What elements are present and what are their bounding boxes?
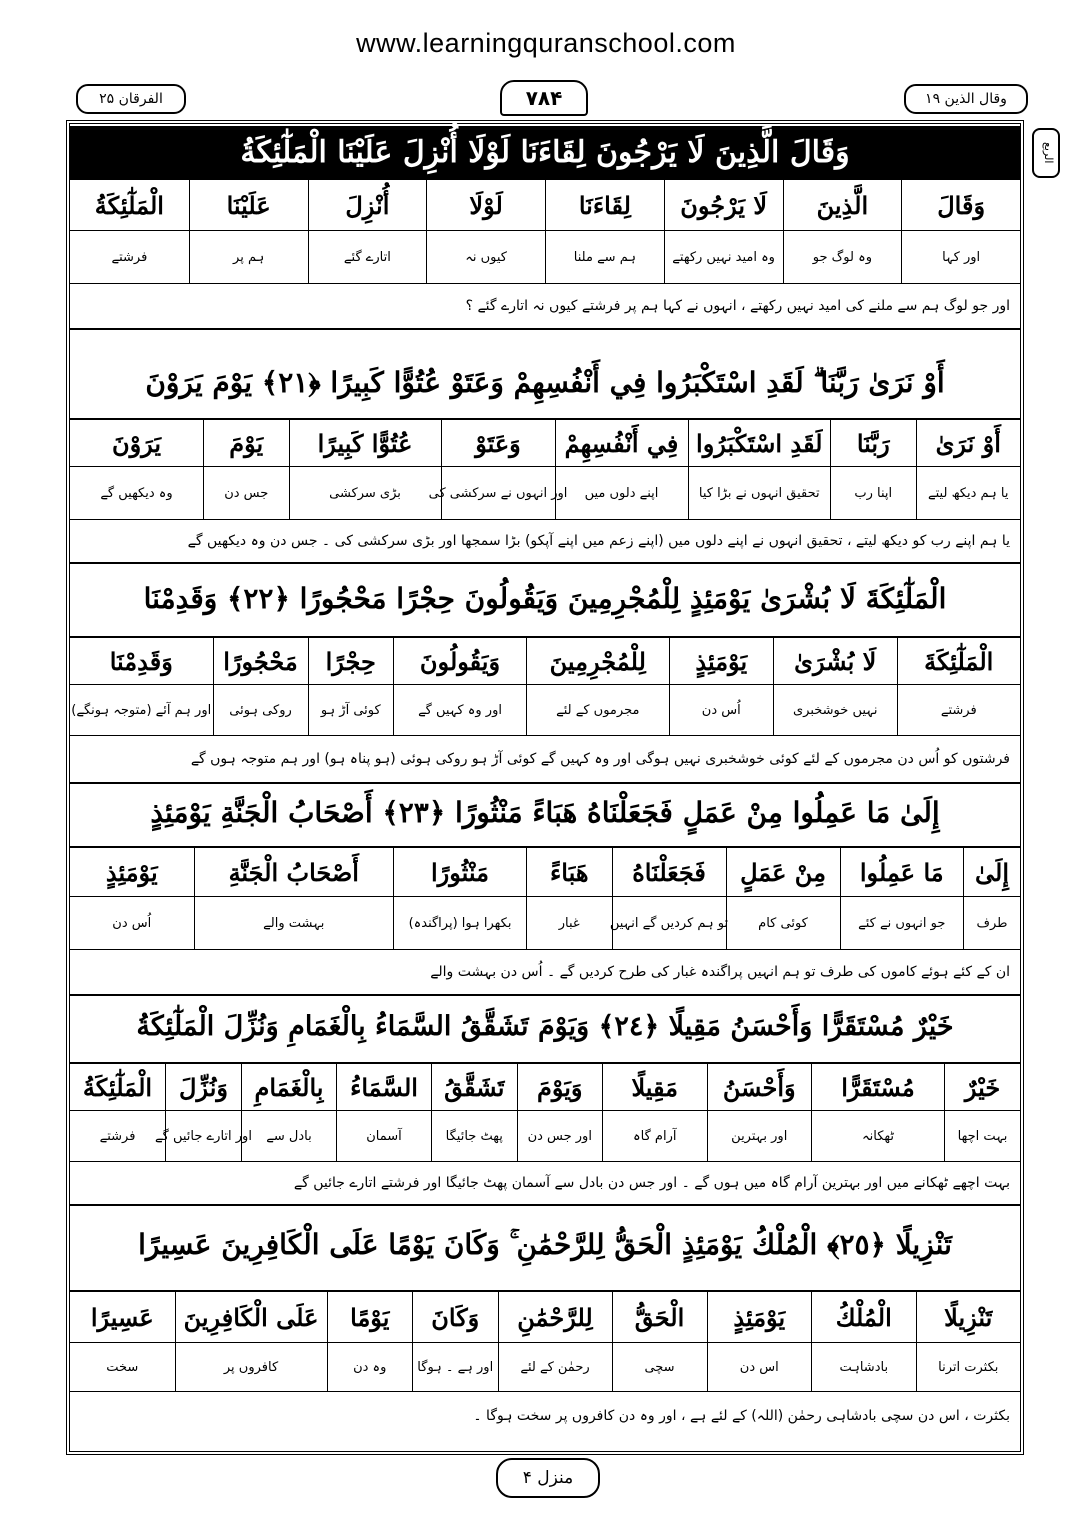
meaning-cell: بادشاہت	[811, 1343, 916, 1391]
meaning-row	[70, 685, 1020, 736]
page-number: ۷۸۴	[500, 80, 588, 116]
meaning-cell: اور ہم آئے (متوجہ ہونگے)	[71, 702, 212, 718]
verse-section-4	[70, 778, 1020, 996]
word-cell: عُتُوًّا كَبِيرًا	[289, 420, 441, 466]
meaning-cell: اور ہے ۔ ہوگا	[412, 1343, 498, 1391]
word-cell: مَا عَمِلُوا	[840, 848, 964, 896]
word-row	[70, 848, 1020, 897]
word-cell: عَلَى الْكَافِرِينَ	[175, 1292, 327, 1342]
word-cell: وَأَحْسَنُ	[707, 1064, 812, 1110]
meaning-cell: کوئی آڑ ہو	[308, 685, 394, 735]
meaning-cell: اتارے گئے	[308, 231, 427, 283]
meaning-cell: سخت	[106, 1359, 139, 1375]
meaning-cell: روکی ہوئی	[213, 685, 308, 735]
word-cell: بِالْغَمَامِ	[241, 1064, 336, 1110]
meaning-cell: کیوں نہ	[426, 231, 545, 283]
meaning-cell: فرشتے	[111, 249, 148, 265]
word-cell: الْمَلٰٓئِكَةَ	[897, 638, 1021, 684]
word-cell: إِلَىٰ	[963, 848, 1020, 896]
meaning-cell: اور کہا	[901, 231, 1020, 283]
meaning-cell: اور اتارے جائیں گے	[165, 1111, 241, 1161]
word-cell: يَوْمًا	[327, 1292, 413, 1342]
word-cell: حِجْرًا	[308, 638, 394, 684]
meaning-cell: اور وہ کہیں گے	[393, 685, 526, 735]
meaning-cell: اپنا رب	[830, 467, 916, 519]
word-cell: مَحْجُورًا	[213, 638, 308, 684]
word-cell: تَنْزِيلًا	[916, 1292, 1021, 1342]
meaning-cell: یا ہم دیکھ لیتے	[916, 467, 1021, 519]
meaning-cell: کافروں پر	[175, 1343, 327, 1391]
word-cell: وَيَوْمَ	[517, 1064, 603, 1110]
meaning-cell: وہ دیکھیں گے	[100, 485, 173, 501]
word-cell: الْحَقُّ	[612, 1292, 707, 1342]
meaning-cell: اور بہترین	[707, 1111, 812, 1161]
arabic-verse-line: تَنْزِيلًا ﴿٢٥﴾ الْمُلْكُ يَوْمَئِذٍ الْحَقُّ لِلرَّحْمَٰنِ ۚ وَكَانَ يَوْمًا عَلَى الْكَافِرِينَ عَسِيرًا	[70, 1200, 1020, 1292]
meaning-row	[70, 897, 1020, 950]
arabic-verse-line: أَوْ نَرَىٰ رَبَّنَا ۗ لَقَدِ اسْتَكْبَرُوا فِي أَنْفُسِهِمْ وَعَتَوْ عُتُوًّا كَبِيرًا ﴿٢١﴾ يَوْمَ يَرَوْنَ	[70, 348, 1020, 420]
word-cell: رَبَّنَا	[830, 420, 916, 466]
meaning-cell: بڑی سرکشی	[289, 467, 441, 519]
meaning-cell: طرف	[963, 897, 1020, 949]
word-cell: هَبَاءً	[526, 848, 612, 896]
word-cell: لِلرَّحْمَٰنِ	[498, 1292, 612, 1342]
word-cell: لَوْلَا	[426, 180, 545, 230]
word-cell: وَقَالَ	[901, 180, 1020, 230]
word-cell: وَكَانَ	[412, 1292, 498, 1342]
word-cell: وَيَقُولُونَ	[393, 638, 526, 684]
site-url: www.learningquranschool.com	[356, 28, 736, 58]
urdu-translation: بکثرت ، اس دن سچی بادشاہی رحمٰن (اللہ) کے لئے ہے ، اور وہ دن کافروں پر سخت ہوگا ۔	[473, 1408, 1010, 1424]
word-cell: خَيْرٌ	[944, 1064, 1020, 1110]
word-cell: أَوْ نَرَىٰ	[916, 420, 1021, 466]
word-cell: لَا بُشْرَىٰ	[773, 638, 897, 684]
word-cell: الْمَلٰٓئِكَةُ	[94, 190, 164, 220]
urdu-translation: ان کے کئے ہوئے کاموں کی طرف تو ہم انہیں پراگندہ غبار کی طرح کردیں گے ۔ اُس دن بہشت والے	[70, 950, 1020, 996]
word-cell: وَنُزِّلَ	[165, 1064, 241, 1110]
word-cell: فِي أَنْفُسِهِمْ	[555, 420, 688, 466]
meaning-cell: آرام گاہ	[602, 1111, 707, 1161]
urdu-translation: بہت اچھے ٹھکانے میں اور بہترین آرام گاہ میں ہوں گے ۔ اور جس دن بادل سے آسمان پھٹ جائیگا اور فرشتے اتارے جائیں گے	[70, 1162, 1020, 1206]
meaning-cell: پھٹ جائیگا	[431, 1111, 517, 1161]
ruku-side-mark: الربع	[1032, 128, 1060, 178]
word-cell: السَّمَاءُ	[336, 1064, 431, 1110]
meaning-cell: تحقیق انہوں نے بڑا کیا	[688, 467, 831, 519]
meaning-row	[70, 231, 1020, 284]
meaning-cell: بادل سے	[241, 1111, 336, 1161]
arabic-verse-line: الْمَلٰٓئِكَةَ لَا بُشْرَىٰ يَوْمَئِذٍ لِلْمُجْرِمِينَ وَيَقُولُونَ حِجْرًا مَحْجُورًا ﴿٢٢﴾ وَقَدِمْنَا	[70, 560, 1020, 638]
meaning-cell: غبار	[526, 897, 612, 949]
urdu-translation: اور جو لوگ ہم سے ملنے کی امید نہیں رکھتے ، انہوں نے کہا ہم پر فرشتے کیوں نہ اتارے گئے ؟	[70, 284, 1020, 330]
surah-name-box	[76, 84, 186, 114]
meaning-cell: اور انہوں نے سرکشی کی	[441, 467, 555, 519]
para-name-box	[904, 84, 1028, 114]
meaning-cell: آسمان	[336, 1111, 431, 1161]
word-cell: يَوْمَئِذٍ	[707, 1292, 812, 1342]
meaning-cell: کوئی کام	[726, 897, 840, 949]
word-cell: يَوْمَئِذٍ	[669, 638, 774, 684]
meaning-cell: نہیں خوشخبری	[773, 685, 897, 735]
arabic-verse-line: وَقَالَ الَّذِينَ لَا يَرْجُونَ لِقَاءَنَا لَوْلَا أُنْزِلَ عَلَيْنَا الْمَلٰٓئِكَةُ	[70, 126, 1020, 180]
meaning-cell: جو انہوں نے کئے	[840, 897, 964, 949]
meaning-cell: اور جس دن	[517, 1111, 603, 1161]
urdu-translation: یا ہم اپنے رب کو دیکھ لیتے ، تحقیق انہوں نے اپنے دلوں میں (اپنے زعم میں اپنے آپکو) بڑا سمجھا اور بڑی سرکشی کی ۔ جس دن وہ دیکھیں گے	[70, 520, 1020, 564]
meaning-cell: رحمٰن کے لئے	[498, 1343, 612, 1391]
word-cell: الَّذِينَ	[783, 180, 902, 230]
meaning-cell: وہ لوگ جو	[783, 231, 902, 283]
meaning-cell: ٹھکانہ	[811, 1111, 944, 1161]
word-cell: مُسْتَقَرًّا	[811, 1064, 944, 1110]
word-cell: لَقَدِ اسْتَكْبَرُوا	[688, 420, 831, 466]
word-cell: أَصْحَابُ الْجَنَّةِ	[194, 848, 394, 896]
arabic-verse-line: خَيْرٌ مُسْتَقَرًّا وَأَحْسَنُ مَقِيلًا ﴿٢٤﴾ وَيَوْمَ تَشَقَّقُ السَّمَاءُ بِالْغَمَامِ وَنُزِّلَ الْمَلٰٓئِكَةُ	[70, 990, 1020, 1064]
word-cell: مَقِيلًا	[602, 1064, 707, 1110]
meaning-cell: وہ امید نہیں رکھتے	[664, 231, 783, 283]
surah-name: الفرقان ۲۵	[99, 91, 163, 107]
word-cell: لَا يَرْجُونَ	[664, 180, 783, 230]
word-cell: وَقَدِمْنَا	[109, 646, 173, 676]
word-row	[70, 180, 1020, 231]
word-cell: مِنْ عَمَلٍ	[726, 848, 840, 896]
word-cell: يَرَوْنَ	[111, 428, 162, 458]
word-cell: لِقَاءَنَا	[545, 180, 664, 230]
word-row	[70, 1292, 1020, 1343]
word-cell: يَوْمَ	[203, 420, 289, 466]
word-cell: وَعَتَوْ	[441, 420, 555, 466]
para-name: وقال الذین ۱۹	[925, 91, 1007, 107]
meaning-row	[70, 1111, 1020, 1162]
meaning-cell: جس دن	[203, 467, 289, 519]
meaning-cell: فرشتے	[99, 1128, 136, 1144]
word-row	[70, 420, 1020, 467]
word-cell: الْمَلٰٓئِكَةُ	[82, 1072, 153, 1102]
meaning-cell: ہم پر	[189, 231, 308, 283]
word-cell: يَوْمَئِذٍ	[105, 857, 158, 887]
verse-section-5	[70, 990, 1020, 1206]
meaning-cell: سچی	[612, 1343, 707, 1391]
word-row	[70, 638, 1020, 685]
meaning-cell: وہ دن	[327, 1343, 413, 1391]
word-cell: فَجَعَلْنَاهُ	[612, 848, 726, 896]
meaning-row	[70, 467, 1020, 520]
word-cell: عَسِيرًا	[90, 1302, 154, 1332]
verse-section-3	[70, 560, 1020, 784]
meaning-cell: بکثرت اترنا	[916, 1343, 1021, 1391]
meaning-cell: اس دن	[707, 1343, 812, 1391]
meaning-cell: اُس دن	[669, 685, 774, 735]
meaning-cell: بکھرا ہوا (پراگندہ)	[393, 897, 526, 949]
word-cell: لِلْمُجْرِمِينَ	[526, 638, 669, 684]
word-cell: مَنْثُورًا	[393, 848, 526, 896]
word-cell: تَشَقَّقُ	[431, 1064, 517, 1110]
meaning-row	[70, 1343, 1020, 1392]
word-cell: الْمُلْكُ	[811, 1292, 916, 1342]
meaning-cell: تو ہم کردیں گے انہیں	[612, 897, 726, 949]
verse-section-6	[70, 1200, 1020, 1440]
meaning-cell: اُس دن	[112, 915, 152, 931]
verse-section-1	[70, 126, 1020, 330]
arabic-verse-line: إِلَىٰ مَا عَمِلُوا مِنْ عَمَلٍ فَجَعَلْنَاهُ هَبَاءً مَنْثُورًا ﴿٢٣﴾ أَصْحَابُ الْجَنَّةِ يَوْمَئِذٍ	[70, 778, 1020, 848]
meaning-cell: فرشتے	[897, 685, 1021, 735]
word-cell: عَلَيْنَا	[189, 180, 308, 230]
meaning-cell: بہشت والے	[194, 897, 394, 949]
verse-section-2	[70, 348, 1020, 564]
word-row	[70, 1064, 1020, 1111]
urdu-translation: فرشتوں کو اُس دن مجرموں کے لئے کوئی خوشخبری نہیں ہوگی اور وہ کہیں گے کوئی آڑ ہو روکی ہوئی (ہو پناہ ہو) اور ہم متوجہ ہوں گے	[70, 736, 1020, 784]
meaning-cell: بہت اچھا	[944, 1111, 1020, 1161]
meaning-cell: مجرموں کے لئے	[526, 685, 669, 735]
meaning-cell: ہم سے ملنا	[545, 231, 664, 283]
manzil-label: منزل ۴	[496, 1458, 600, 1498]
word-cell: أُنْزِلَ	[308, 180, 427, 230]
meaning-cell: اپنے دلوں میں	[555, 467, 688, 519]
